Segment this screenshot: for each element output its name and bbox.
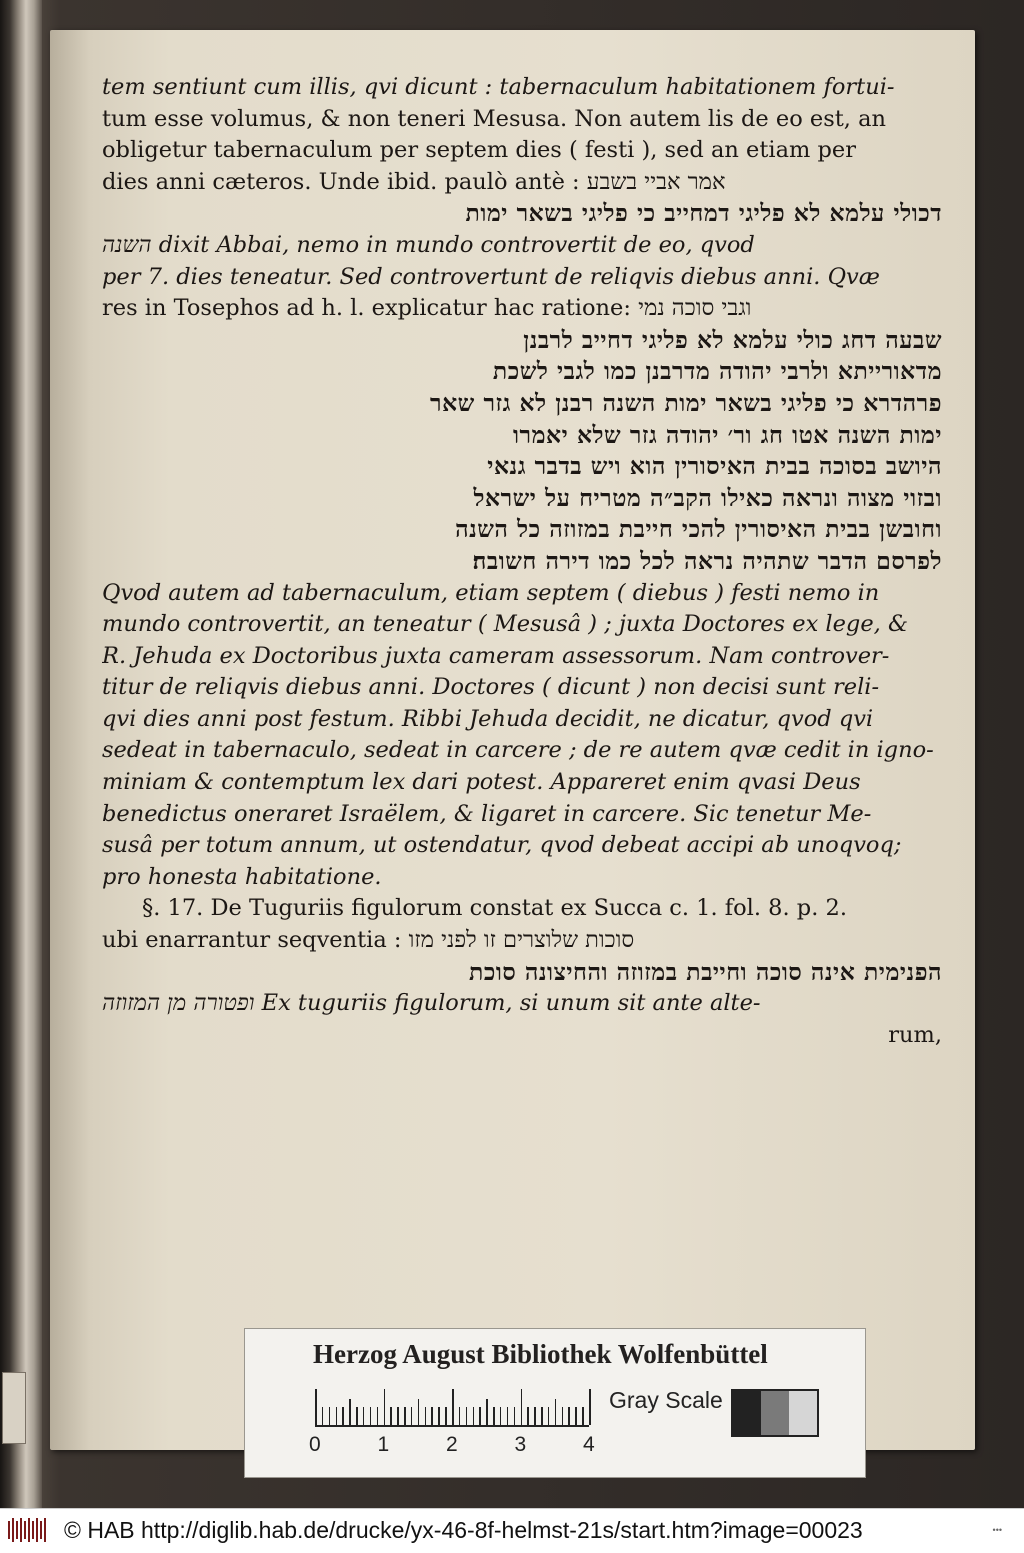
gray-patch — [789, 1391, 817, 1435]
text-line: mundo controvertit, an teneatur ( Mesusâ ) ; juxta Doctores ex lege, & — [102, 611, 908, 638]
ruler-tick — [384, 1389, 386, 1425]
ruler-tick — [507, 1407, 509, 1425]
ruler-tick — [548, 1407, 550, 1425]
ruler-tick — [322, 1407, 324, 1425]
ruler-tick — [486, 1399, 488, 1425]
copyright-url[interactable]: © HAB http://diglib.hab.de/drucke/yx-46-8f-helmst-21s/start.htm?image=00023 — [64, 1517, 863, 1543]
text-line: היושב בסוכה בבית האיסורין הוא ויש בדבר גנאי — [487, 452, 942, 481]
ruler-tick — [438, 1407, 440, 1425]
text-line: miniam & contemptum lex dari potest. Appareret enim qvasi Deus — [102, 769, 861, 796]
text-line: tem sentiunt cum illis, qvi dicunt : tabernaculum habitationem fortui- — [102, 74, 895, 100]
logo-bar — [16, 1521, 18, 1539]
book-page — [50, 30, 975, 1450]
ruler-tick — [363, 1407, 365, 1425]
gray-patch — [761, 1391, 789, 1435]
ruler-number: 2 — [446, 1433, 458, 1456]
ruler-tick — [411, 1407, 413, 1425]
ruler-tick — [315, 1389, 317, 1425]
logo-bar — [28, 1518, 30, 1542]
text-line: הפנימית אינה סוכה וחייבת במזוזה והחיצונה סוכת — [469, 957, 942, 986]
ruler-number: 3 — [514, 1433, 527, 1456]
page-text — [102, 72, 942, 1051]
hab-logo-icon — [8, 1518, 48, 1542]
text-line: dies anni cæteros. Unde ibid. paulò antè : אמר אביי בשבע — [102, 168, 726, 195]
ruler-tick — [589, 1389, 591, 1425]
logo-bar — [20, 1518, 22, 1542]
ruler-tick — [452, 1389, 454, 1425]
ruler-tick — [404, 1407, 406, 1425]
ruler-tick — [459, 1407, 461, 1425]
text-line: titur de reliqvis diebus anni. Doctores ( dicunt ) non decisi sunt reli- — [102, 674, 880, 701]
text-line: R. Jehuda ex Doctoribus juxta cameram assessorum. Nam controver- — [102, 642, 890, 669]
gray-scale-swatch — [731, 1389, 819, 1437]
ruler-tick — [521, 1389, 523, 1425]
ruler-tick — [582, 1407, 584, 1425]
ruler-tick — [555, 1399, 557, 1425]
ruler-tick — [425, 1407, 427, 1425]
text-line: דכולי עלמא לא פליגי דמחייב כי פליגי בשאר ימות — [465, 199, 942, 228]
logo-bar — [24, 1521, 26, 1539]
ruler-tick — [390, 1407, 392, 1425]
text-line: §. 17. De Tuguriis figulorum constat ex Succa c. 1. fol. 8. p. 2. — [142, 895, 847, 922]
text-line: וחובשן בבית האיסורין להכי חייבת במזוזה כל השנה — [455, 515, 942, 544]
ruler-tick — [479, 1407, 481, 1425]
ruler-tick — [493, 1407, 495, 1425]
footer-dots: ••• — [992, 1525, 1002, 1535]
ruler-tick — [336, 1407, 338, 1425]
text-line: susâ per totum annum, ut ostendatur, qvod debeat accipi ab unoqvoq; — [102, 832, 902, 859]
text-line: tum esse volumus, & non teneri Mesusa. Non autem lis de eo est, an — [102, 105, 887, 132]
gray-scale-label: Gray Scale — [609, 1387, 723, 1413]
ruler-tick — [431, 1407, 433, 1425]
text-line: qvi dies anni post festum. Ribbi Jehuda decidit, ne dicatur, qvod qvi — [102, 705, 874, 732]
ruler-tick — [370, 1407, 372, 1425]
ruler-tick — [349, 1399, 351, 1425]
ruler-number: 4 — [583, 1433, 595, 1456]
ruler-tick — [527, 1407, 529, 1425]
text-line: benedictus oneraret Israëlem, & ligaret in carcere. Sic tenetur Me- — [102, 800, 872, 827]
ruler-tick — [377, 1407, 379, 1425]
ruler-tick — [568, 1407, 570, 1425]
logo-bar — [36, 1518, 38, 1542]
ruler-tick — [534, 1407, 536, 1425]
text-line: השנה dixit Abbai, nemo in mundo controvertit de eo, qvod — [102, 231, 755, 258]
ruler-tick — [473, 1407, 475, 1425]
book-spine — [0, 0, 42, 1508]
ruler-tick — [562, 1407, 564, 1425]
text-line: obligetur tabernaculum per septem dies ( festi ), sed an etiam per — [102, 137, 856, 164]
text-line: res in Tosephos ad h. l. explicatur hac ratione: וגבי סוכה נמי — [102, 295, 752, 322]
color-target-card — [244, 1328, 866, 1478]
text-line: לפרסם הדבר שתהיה נראה לכל כמו דירה חשובה׃ — [472, 546, 942, 575]
logo-bar — [8, 1521, 10, 1539]
text-line: ubi enarrantur seqventia : סוכות שלוצרים זו לפני מזו — [102, 927, 635, 954]
ruler-tick — [500, 1407, 502, 1425]
library-name: Herzog August Bibliothek Wolfenbüttel — [313, 1339, 768, 1369]
text-line: פרהדרא כי פליגי בשאר ימות השנה רבנן לא גזר שאר — [430, 388, 942, 417]
text-line: מדאורייתא ולרבי יהודה מדרבנן כמו לגבי לשכת — [492, 357, 942, 386]
text-line: ימות השנה אטו חג ור׳ יהודה גזר שלא יאמרו — [513, 420, 942, 449]
text-line: rum, — [888, 1021, 942, 1048]
logo-bar — [44, 1518, 46, 1542]
ruler-tick — [445, 1407, 447, 1425]
spine-label — [2, 1372, 26, 1444]
text-line: שבעה דחג כולי עלמא לא פליגי דחייב לרבנן — [523, 325, 942, 354]
ruler-tick — [575, 1407, 577, 1425]
logo-bar — [40, 1521, 42, 1539]
gray-patch — [733, 1391, 761, 1435]
ruler-tick — [329, 1407, 331, 1425]
ruler-tick — [418, 1399, 420, 1425]
text-line: Qvod autem ad tabernaculum, etiam septem ( diebus ) festi nemo in — [102, 579, 880, 606]
ruler-tick — [342, 1407, 344, 1425]
text-line: sedeat in tabernaculo, sedeat in carcere ; de re autem qvæ cedit in igno- — [102, 737, 934, 764]
logo-bar — [32, 1521, 34, 1539]
text-line: pro honesta habitatione. — [102, 863, 382, 890]
text-line: per 7. dies teneatur. Sed controvertunt de reliqvis diebus anni. Qvæ — [102, 263, 880, 290]
footer-bar — [0, 1508, 1024, 1553]
ruler-tick — [541, 1407, 543, 1425]
ruler-scale — [315, 1387, 589, 1427]
text-line: ופטורה מן המזוזה Ex tuguriis figulorum, si unum sit ante alte- — [102, 990, 761, 1017]
text-line: ובזוי מצוה ונראה כאילו הקב״ה מטריח על ישראל — [473, 483, 942, 512]
ruler-tick — [356, 1407, 358, 1425]
ruler-number: 1 — [377, 1433, 390, 1456]
ruler-tick — [397, 1407, 399, 1425]
ruler-tick — [466, 1407, 468, 1425]
ruler-number: 0 — [309, 1433, 321, 1456]
ruler-tick — [514, 1407, 516, 1425]
logo-bar — [12, 1518, 14, 1542]
